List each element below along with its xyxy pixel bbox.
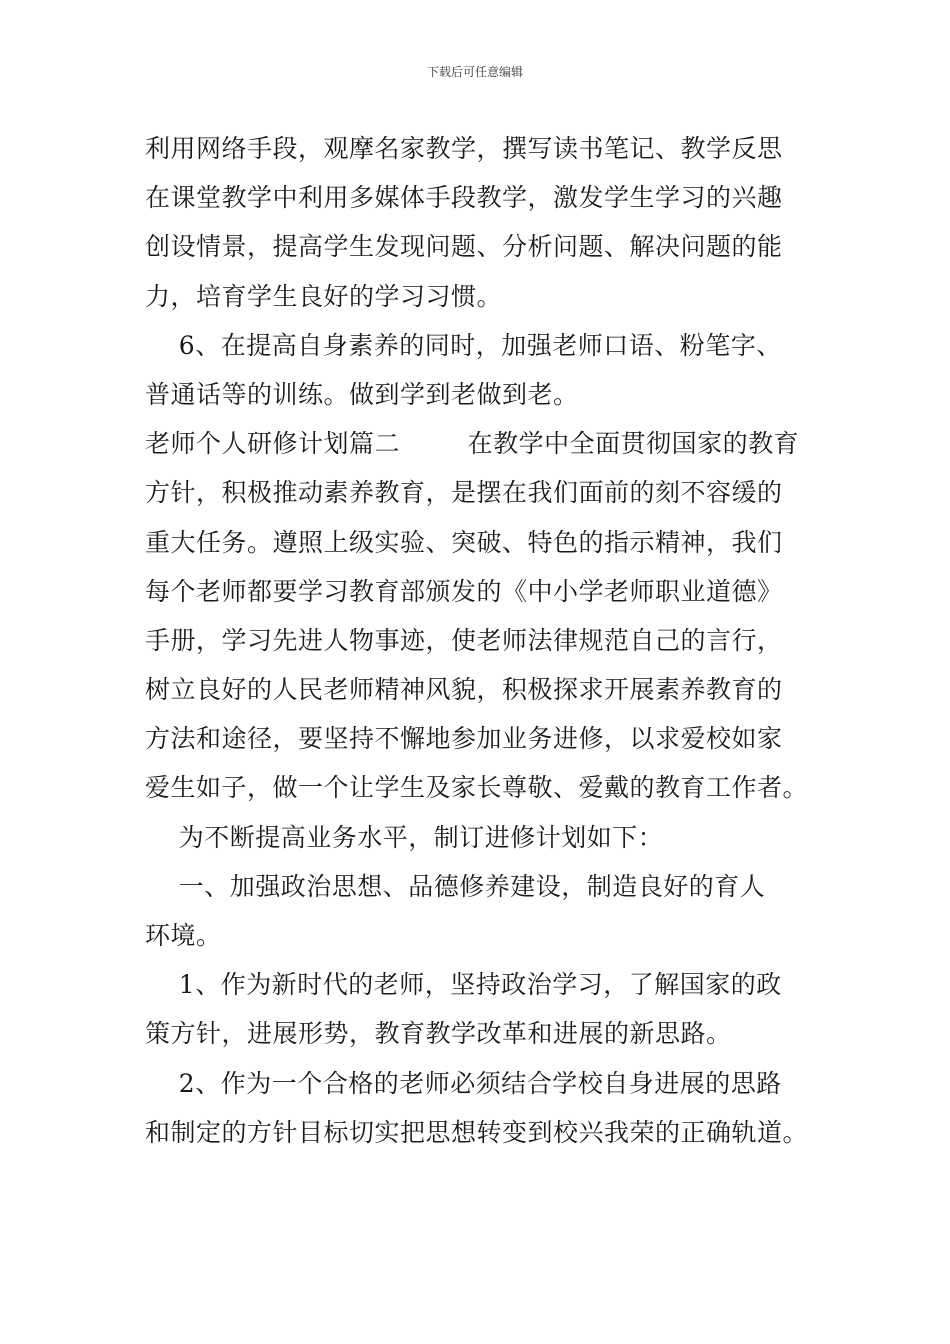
text-line: 利用网络手段，观摩名家教学，撰写读书笔记、教学反思 bbox=[145, 134, 783, 163]
text-line: 创设情景，提高学生发现问题、分析问题、解决问题的能 bbox=[145, 232, 783, 262]
text-line: 方针，积极推动素养教育，是摆在我们面前的刻不容缓的 bbox=[145, 478, 783, 508]
text-line: 在课堂教学中利用多媒体手段教学，激发学生学习的兴趣 bbox=[145, 183, 783, 213]
text-line: 力，培育学生良好的学习习惯。 bbox=[145, 281, 503, 311]
text-line: 6、在提高自身素养的同时，加强老师口语、粉笔字、 bbox=[145, 330, 782, 360]
text-line: 方法和途径，要坚持不懈地参加业务进修，以求爱校如家 bbox=[145, 724, 783, 754]
text-line: 策方针，进展形势，教育教学改革和进展的新思路。 bbox=[145, 1019, 732, 1049]
text-line: 1、作为新时代的老师，坚持政治学习，了解国家的政 bbox=[145, 970, 782, 1000]
text-line: 手册，学习先进人物事迹，使老师法律规范自己的言行， bbox=[145, 625, 783, 655]
text-line: 爱生如子，做一个让学生及家长尊敬、爱戴的教育工作者。 bbox=[145, 773, 809, 803]
document-body bbox=[145, 124, 810, 1157]
text-line: 重大任务。遵照上级实验、突破、特色的指示精神，我们 bbox=[145, 527, 783, 557]
section-title-line: 老师个人研修计划篇二 在教学中全面贯彻国家的教育 bbox=[145, 429, 800, 459]
text-line: 为不断提高业务水平，制订进修计划如下： bbox=[145, 822, 664, 852]
text-line: 普通话等的训练。做到学到老做到老。 bbox=[145, 379, 579, 409]
text-line: 环境。 bbox=[145, 921, 222, 950]
page-header-note: 下载后可任意编辑 bbox=[426, 65, 523, 79]
text-line: 每个老师都要学习教育部颁发的《中小学老师职业道德》 bbox=[145, 576, 783, 606]
text-line: 树立良好的人民老师精神风貌，积极探求开展素养教育的 bbox=[145, 675, 783, 705]
text-line: 和制定的方针目标切实把思想转变到校兴我荣的正确轨道。 bbox=[145, 1117, 809, 1147]
text-line: 2、作为一个合格的老师必须结合学校自身进展的思路 bbox=[145, 1068, 782, 1098]
text-line: 一、加强政治思想、品德修养建设，制造良好的育人 bbox=[145, 871, 766, 901]
